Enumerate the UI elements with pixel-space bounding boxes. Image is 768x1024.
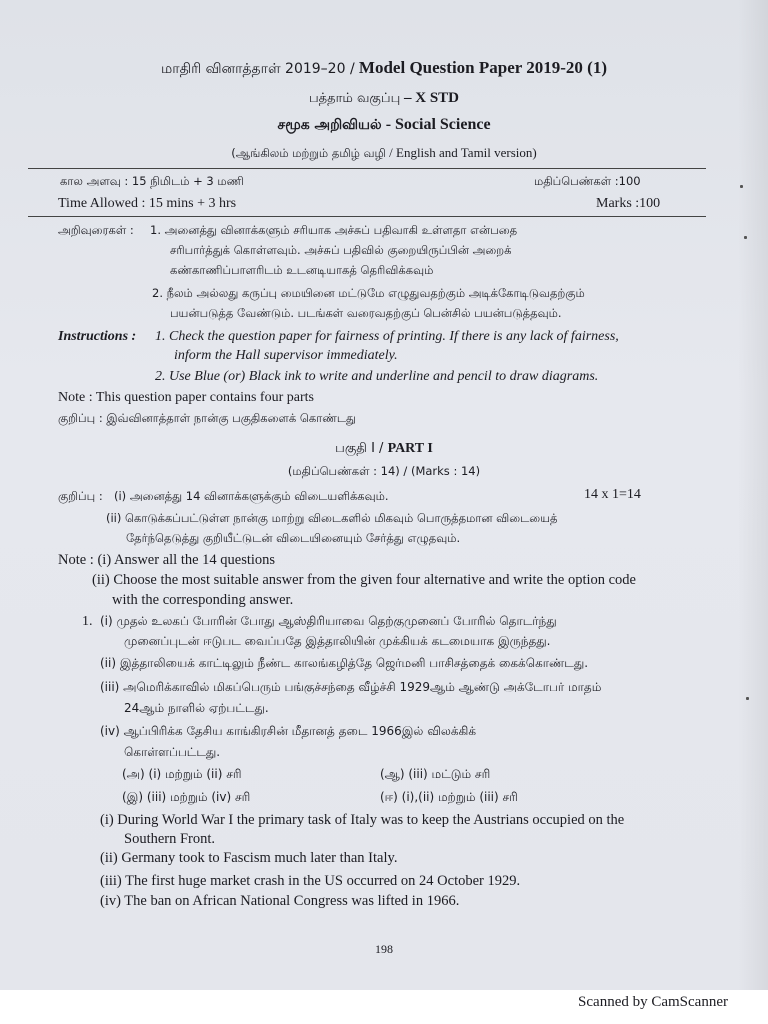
scanner-watermark: Scanned by CamScanner [578, 994, 728, 1010]
divider-top [28, 168, 706, 169]
question-en-iv: (iv) The ban on African National Congress was lifted in 1966. [100, 893, 460, 909]
instruction-1-line2: inform the Hall supervisor immediately. [174, 348, 398, 363]
question-en-ii: (ii) Germany took to Fascism much later than Italy. [100, 850, 398, 866]
marks-en: Marks :100 [596, 196, 661, 211]
part-heading: பகுதி I / PART I [335, 441, 433, 456]
tamil-instruction-2-line2: பயன்படுத்த வேண்டும். படங்கள் வரைவதற்குப் பென்சில் பயன்படுத்தவும். [170, 306, 562, 320]
paper-title: மாதிரி வினாத்தாள் 2019–20 / Model Question Paper 2019-20 (1) [161, 58, 607, 77]
scan-speck [746, 697, 749, 700]
question-ta-i-line2: முனைப்புடன் ஈடுபட வைப்பதே இத்தாலியின் முக்கியக் கடமையாக இருந்தது. [124, 634, 551, 648]
divider-middle [28, 216, 706, 217]
note-four-parts-ta: குறிப்பு : இவ்வினாத்தாள் நான்கு பகுதிகளைக் கொண்டது [58, 411, 356, 425]
question-ta-iii-line2: 24ஆம் நாளில் ஏற்பட்டது. [124, 701, 269, 715]
question-en-i-line1: (i) During World War I the primary task of Italy was to keep the Austrians occupied on the [100, 812, 625, 828]
tamil-instruction-1-line2: சரிபார்த்துக் கொள்ளவும். அச்சுப் பதிவில் குறையிருப்பின் அறைக் [170, 243, 512, 257]
option-a: (அ) (i) மற்றும் (ii) சரி [122, 767, 242, 781]
subject-heading: சமூக அறிவியல் - Social Science [277, 116, 491, 133]
note-four-parts: Note : This question paper contains four parts [58, 390, 314, 405]
question-number: 1. [82, 614, 93, 629]
kurippu-2-line2: தேர்ந்தெடுத்து குறியீட்டுடன் விடையினையும் சேர்த்து எழுதவும். [126, 531, 461, 545]
marks-ta: மதிப்பெண்கள் :100 [534, 174, 641, 188]
tamil-instruction-2-line1: 2. நீலம் அல்லது கருப்பு மையினை மட்டுமே எழுதுவதற்கும் அடிக்கோடிடுவதற்கும் [152, 286, 585, 300]
question-ta-iv-line1: (iv) ஆப்பிரிக்க தேசிய காங்கிரசின் மீதானத் தடை 1966இல் விலக்கிக் [100, 724, 477, 738]
scan-speck [740, 185, 743, 188]
question-en-iii: (iii) The first huge market crash in the US occurred on 24 October 1929. [100, 873, 521, 889]
instruction-1-line1: 1. Check the question paper for fairness of printing. If there is any lack of fairness, [155, 329, 619, 344]
kurippu-label: குறிப்பு : [58, 489, 103, 503]
question-ta-iv-line2: கொள்ளப்பட்டது. [124, 745, 221, 759]
tamil-instructions-label: அறிவுரைகள் : [58, 223, 134, 237]
kurippu-2-line1: (ii) கொடுக்கப்பட்டுள்ள நான்கு மாற்று விடைகளில் மிகவும் பொருத்தமான விடையைத் [106, 511, 558, 525]
instructions-label: Instructions : [58, 329, 137, 344]
marks-calculation: 14 x 1=14 [584, 487, 641, 502]
option-d: (ஈ) (i),(ii) மற்றும் (iii) சரி [380, 790, 518, 804]
note-choose-line2: with the corresponding answer. [112, 592, 294, 608]
kurippu-1: (i) அனைத்து 14 வினாக்களுக்கும் விடையளிக்கவும். [114, 489, 389, 503]
question-ta-ii: (ii) இத்தாலியைக் காட்டிலும் நீண்ட காலங்கழித்தே ஜெர்மனி பாசிசத்தைக் கைக்கொண்டது. [100, 656, 589, 670]
note-choose-line1: (ii) Choose the most suitable answer from the given four alternative and write the option code [92, 572, 636, 588]
tamil-instruction-1-line3: கண்காணிப்பாளரிடம் உடனடியாகத் தெரிவிக்கவும் [170, 263, 434, 277]
part-marks: (மதிப்பெண்கள் : 14) / (Marks : 14) [287, 464, 481, 478]
tamil-instruction-1-line1: 1. அனைத்து வினாக்களும் சரியாக அச்சுப் பதிவாகி உள்ளதா என்பதை [150, 223, 518, 237]
time-allowed-en: Time Allowed : 15 mins + 3 hrs [58, 196, 237, 211]
question-ta-i-line1: (i) முதல் உலகப் போரின் போது ஆஸ்திரியாவை தெற்குமுனைப் போரில் தொடர்ந்து [100, 614, 557, 628]
option-b: (ஆ) (iii) மட்டும் சரி [380, 767, 491, 781]
question-en-i-line2: Southern Front. [124, 831, 216, 847]
time-allowed-ta: கால அளவு : 15 நிமிடம் + 3 மணி [60, 174, 244, 188]
question-ta-iii-line1: (iii) அமெரிக்காவில் மிகப்பெரும் பங்குச்சந்தை வீழ்ச்சி 1929ஆம் ஆண்டு அக்டோபர் மாதம் [100, 680, 602, 694]
version-heading: (ஆங்கிலம் மற்றும் தமிழ் வழி / English and Tamil version) [231, 145, 537, 160]
scan-speck [744, 236, 747, 239]
page-number: 198 [375, 942, 393, 956]
standard-heading: பத்தாம் வகுப்பு – X STD [308, 90, 460, 106]
note-answer-all: Note : (i) Answer all the 14 questions [58, 552, 276, 568]
instruction-2: 2. Use Blue (or) Black ink to write and underline and pencil to draw diagrams. [155, 369, 599, 384]
option-c: (இ) (iii) மற்றும் (iv) சரி [122, 790, 251, 804]
